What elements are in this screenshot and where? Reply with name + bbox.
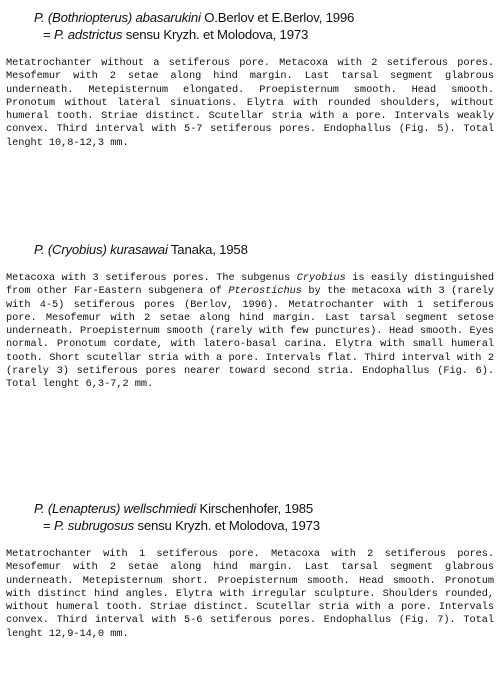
species-name: P. (Cryobius) kurasawai bbox=[34, 242, 168, 257]
species-description: Metatrochanter without a setiferous pore. Metacoxa with 2 setiferous pores. Mesofemur with 2 setae along hind margin. Last tarsal segment glabrous underneath. Metepisternum elongated. Proepisternum smooth. Head smooth. Pronotum without lateral sinuations. Elytra with rounded shoulders, without humeral tooth. Striae distinct. Scutellar stria with a pore. Intervals weakly convex. Third interval with 5-7 setiferous pores. Endophallus (Fig. 5). Total lenght 10,8-12,3 mm. bbox=[6, 57, 494, 149]
synonym-prefix: = bbox=[43, 518, 54, 533]
species-description: Metatrochanter with 1 setiferous pore. Metacoxa with 2 setiferous pores. Mesofemur with 2 setae along hind margin. Last tarsal segment glabrous underneath. Metepisternum short. Proepisternum smooth. Head smooth. Pronotum with distinct hind angles. Elytra with irregular sculpture. Shoulders rounded, without humeral tooth. Striae distinct. Scutellar stria with a pore. Intervals convex. Third interval with 5-6 setiferous pores. Endophallus (Fig. 7). Total lenght 12,9-14,0 mm. bbox=[6, 548, 494, 640]
species-entry-wellschmiedi bbox=[0, 500, 500, 641]
species-heading bbox=[34, 9, 500, 26]
genus-italic: Pterostichus bbox=[228, 285, 302, 298]
species-author: Tanaka, 1958 bbox=[167, 242, 248, 257]
species-heading bbox=[34, 500, 500, 517]
synonym-line bbox=[43, 517, 500, 534]
synonym-author: sensu Kryzh. et Molodova, 1973 bbox=[133, 518, 320, 533]
species-author: O.Berlov et E.Berlov, 1996 bbox=[200, 10, 355, 25]
species-name: P. (Lenapterus) wellschmiedi bbox=[34, 501, 197, 516]
species-entry-kurasawai bbox=[0, 241, 500, 392]
synonym-name: P. adstrictus bbox=[53, 27, 123, 42]
species-description bbox=[6, 272, 494, 392]
species-name: P. (Bothriopterus) abasarukini bbox=[34, 10, 201, 25]
description-text: by the metacoxa with 3 (rarely with 4-5) setiferous pores (Berlov, 1996). Metatrochanter with 1 setiferous pore. Mesofemur with 2 setae along hind margin. Last tarsal segment setose underneath. Proepisternum smooth (rarely with few punctures). Head smooth. Eyes normal. Pronotum cordate, with latero-basal carina. Elytra with small humeral tooth. Short scutellar stria with a pore. Intervals flat. Third interval with 2 (rarely 3) setiferous pores nearer toward second stria. Endophallus (Fig. 6). Total lenght 6,3-7,2 mm. bbox=[6, 285, 494, 391]
synonym-prefix: = bbox=[43, 27, 54, 42]
description-text: Metacoxa with 3 setiferous pores. The subgenus bbox=[6, 272, 297, 284]
genus-italic: Cryobius bbox=[296, 272, 346, 284]
species-heading bbox=[34, 241, 500, 258]
species-entry-abasarukini bbox=[0, 9, 500, 150]
species-author: Kirschenhofer, 1985 bbox=[196, 501, 313, 516]
description-text: is easily distinguished from other Far-Eastern subgenera of bbox=[6, 272, 494, 298]
synonym-name: P. subrugosus bbox=[53, 518, 134, 533]
synonym-line bbox=[43, 26, 500, 43]
synonym-author: sensu Kryzh. et Molodova, 1973 bbox=[122, 27, 309, 42]
